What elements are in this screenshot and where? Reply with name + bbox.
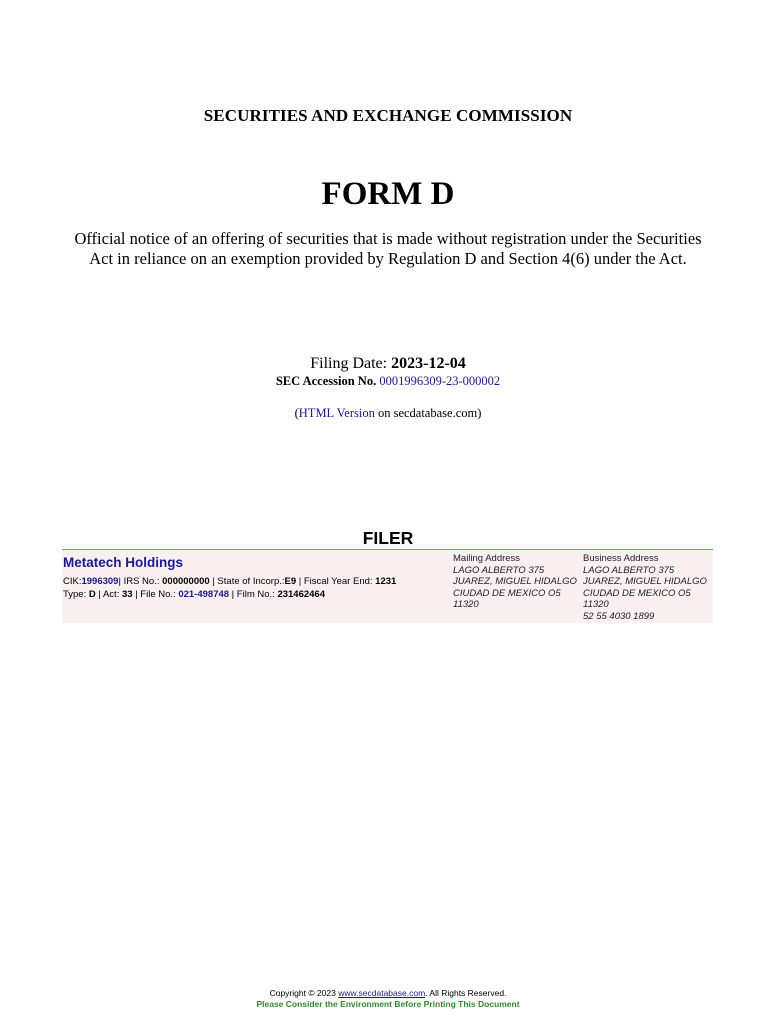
mailing-address-header: Mailing Address [453, 553, 521, 564]
mailing-address-line: CIUDAD DE MEXICO O5 [453, 587, 561, 599]
business-address-line: 11320 [583, 599, 609, 611]
copyright-line [0, 988, 770, 999]
html-version-link[interactable]: HTML Version [298, 406, 375, 420]
notice-line-2: Act in reliance on an exemption provided by Regulation D and Section 4(6) under the Act. [89, 249, 687, 268]
site-link[interactable]: www.secdatabase.com [338, 988, 426, 998]
form-title: FORM D [321, 176, 455, 212]
business-address-header: Business Address [583, 553, 659, 564]
filing-date-label: Filing Date: [310, 355, 388, 372]
type-label: Type: [63, 589, 89, 600]
filing-date-value: 2023-12-04 [391, 355, 466, 372]
offering-notice [58, 229, 718, 269]
business-address-line: JUAREZ, MIGUEL HIDALGO [583, 576, 707, 588]
business-phone: 52 55 4030 1899 [583, 610, 655, 622]
filing-date [0, 355, 770, 373]
html-version-note [0, 406, 770, 421]
business-address [583, 553, 707, 623]
film-no-label: | Film No.: [229, 589, 278, 600]
accession-label: SEC Accession No. [275, 374, 377, 388]
irs-value: 000000000 [162, 576, 210, 587]
accession-link[interactable]: 0001996309-23-000002 [379, 374, 501, 388]
business-address-line: LAGO ALBERTO 375 [583, 564, 675, 576]
fye-label: | Fiscal Year End: [296, 576, 376, 587]
notice-line-1: Official notice of an offering of securities that is made without registration under the Securities [74, 229, 702, 248]
mailing-address-line: LAGO ALBERTO 375 [453, 564, 545, 576]
html-version-suffix: on secdatabase.com) [374, 406, 482, 420]
mailing-address [453, 553, 577, 611]
filer-heading: FILER [362, 528, 414, 548]
copyright-prefix: Copyright © 2023 [269, 988, 339, 998]
agency-title: SECURITIES AND EXCHANGE COMMISSION [203, 106, 573, 125]
accession-number [0, 374, 770, 389]
file-no-label: | File No.: [132, 589, 179, 600]
page-footer [0, 988, 770, 1010]
irs-label: | IRS No.: [118, 576, 163, 587]
mailing-address-line: JUAREZ, MIGUEL HIDALGO [453, 576, 577, 588]
film-no-value: 231462464 [277, 589, 325, 600]
copyright-suffix: . All Rights Reserved. [425, 988, 507, 998]
file-no-link[interactable]: 021-498748 [178, 589, 230, 600]
mailing-address-line: 11320 [453, 599, 479, 611]
state-label: | State of Incorp.: [209, 576, 285, 587]
html-open-paren: ( [294, 406, 299, 420]
filer-panel [62, 550, 713, 623]
fye-value: 1231 [375, 576, 397, 587]
business-address-line: CIUDAD DE MEXICO O5 [583, 587, 691, 599]
company-name-link[interactable]: Metatech Holdings [63, 555, 184, 570]
filer-identifiers [63, 575, 396, 601]
cik-link[interactable]: 1996309 [81, 576, 119, 587]
act-label: | Act: [95, 589, 122, 600]
act-value: 33 [121, 589, 133, 600]
state-value: E9 [284, 576, 297, 587]
type-value: D [88, 589, 96, 600]
cik-label: CIK: [63, 576, 82, 587]
environment-note: Please Consider the Environment Before Printing This Document [256, 999, 520, 1009]
